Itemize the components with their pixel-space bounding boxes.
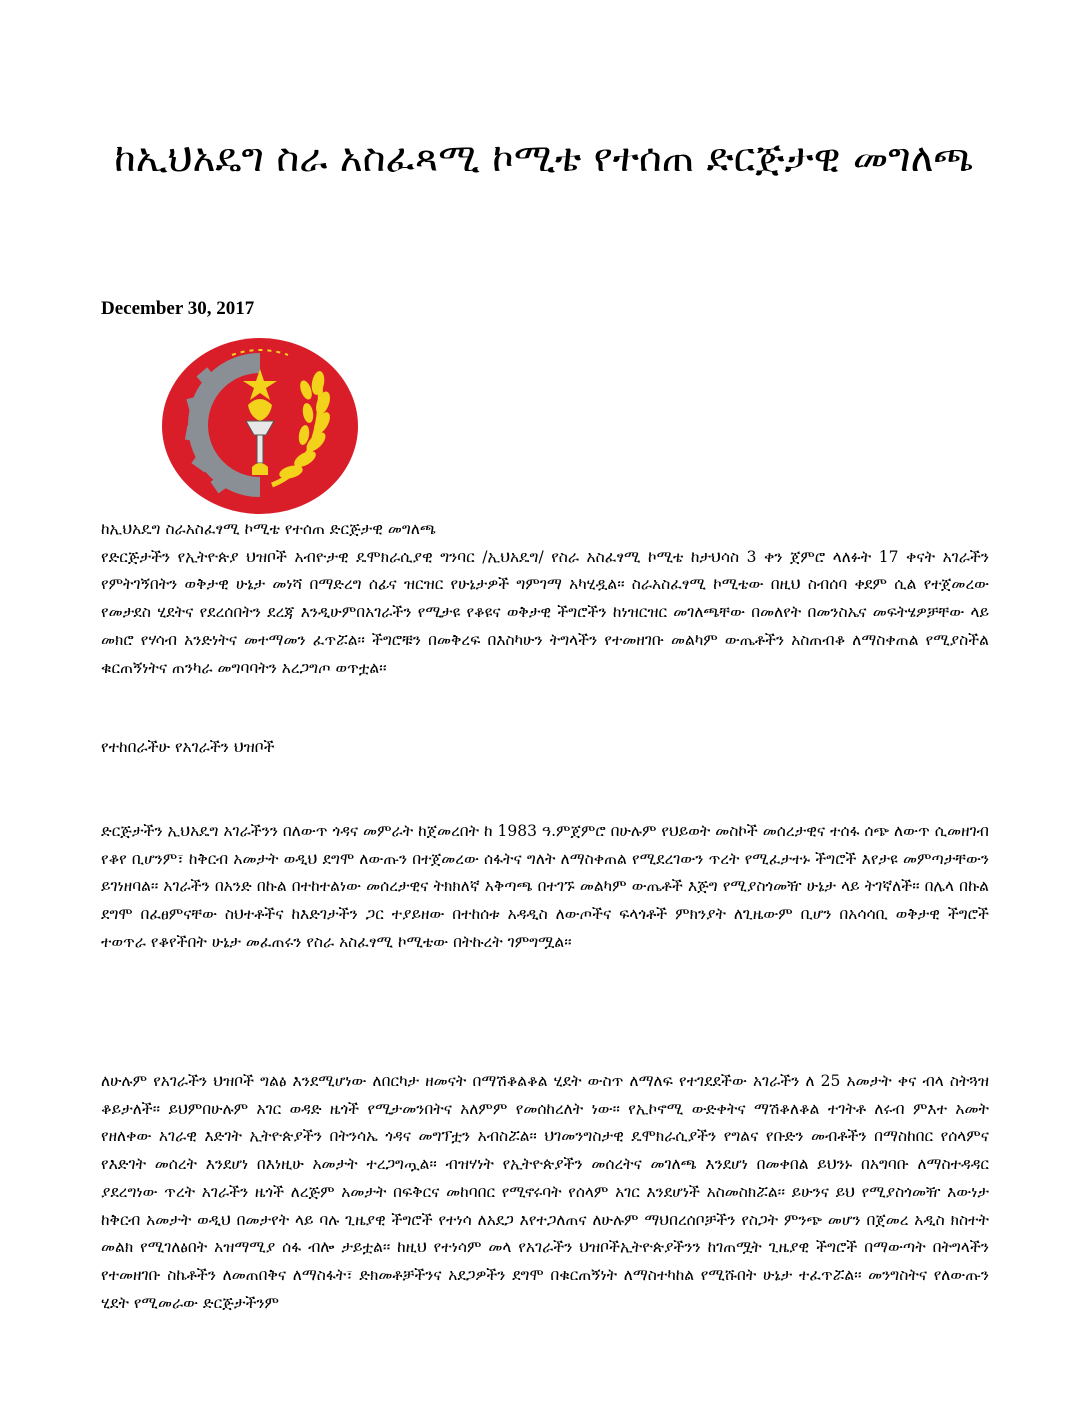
paragraph-2: ድርጅታችን ኢህአዴግ አገራችንን በለውጥ ጎዳና መምራት ከጀመረበት ከ 1983 ዓ.ምጀምሮ በሁሉም የህይወት መስኮች መሰረታዊና ተሰፋ ሰጭ ለውጥ ሲመዘገብ የቆየ ቢሆንም፣ ከቅርብ አመታት ወዲህ ደግሞ ለውጡን በተጀመረው ሰፋትና ግለት ለማስቀጠል የሚደረገውን ጥረት የሚፈታተኑ ችግሮች እየታዩ መምጣታቸውን ይገነዘባል፡፡ አገራችን በአንድ በኩል በተከተልነው መሰረታዊና ትክክለኛ አቅጣጫ በተገኙ መልካም ውጤቶች እጅግ የሚያስጎመዥ ሁኔታ ላይ ትገኛለች፡፡ በሌላ በኩል ደግሞ በፈፀምናቸው ስህተቶችና ከእድገታችን ጋር ተያይዘው በተከሰቱ አዳዲስ ለውጦችና ፍላጎቶች ምክንያት ለጊዜውም ቢሆን በአሳሳቢ ወቅታዊ ችግሮች ተወጥራ የቆየችበት ሁኔታ መፈጠሩን የስራ አስፈፃሚ ኮሚቴው በትኩረት ገምግሟል፡፡ [101,822,989,951]
paragraph-3: ለሁሉም የአገራችን ህዝቦች ግልፅ እንደሚሆነው ለበርካታ ዘመናት በማሽቆልቆል ሂደት ውስጥ ለማለፍ የተገደደችው አገራችን ለ 25 አመታት ቀና ብላ ስትጓዝ ቆይታለች፡፡ ይህምበሁሉም አገር ወዳድ ዜጎች የሚታመንበትና አለምም የመሰከረለት ነው፡፡ የኢኮኖሚ ውድቀትና ማሽቆለቆል ተገትቶ ለሩብ ምእተ አመት የዘለቀው አገራዊ እድገት ኢትዮጵያችን በትንሳኤ ጎዳና መግፕቷን አብስሯል፡፡ ህገመንግስታዊ ዴሞክራሲያችን የግልና የቡድን መብቶችን በማስከበር የሰላምና የእድገት መሰረት እንደሆነ በእነዚሁ አመታት ተረጋግጧል፡፡ ብዝሃነት የኢትዮጵያችን መሰረትና መገለጫ እንደሆነ በመቀበል ይህንኑ በአግባቡ ለማስተዳዳር ያደረግነው ጥረት አገራችን ዜጎች ለረጅም አመታት በፍቅርና መከባበር የሚኖሩባት የሰላም አገር እንደሆነች አስመስክሯል፡፡ ይሁንና ይህ የሚያስጎመዥ እውነታ ከቅርብ አመታት ወዲህ በመታየት ላይ ባሉ ጊዜያዊ ችግሮች የተነሳ ለአደጋ እየተጋለጠና ለሁሉም ማህበረሰቦቻችን የስጋት ምንጭ መሆን በጀመረ አዲስ ክስተት መልክ የሚገለፅበት አዝማሚያ ሰፋ ብሎ ታይቷል፡፡ ከዚህ የተነሳም መላ የአገራችን ህዝቦችኢትዮጵያችንን ከገጠሟት ጊዜያዊ ችግሮች በማውጣት በትግላችን የተመዘገቡ ስኬቶችን ለመጠበቅና ለማስፋት፣ ድክመቶቻችንና አደጋዎችን ደግሞ በቁርጠኝነት ለማስተካከል የሚሹበት ሁኔታ ተፈጥሯል፡፡ መንግስትና የለውጡን ሂደት የሚመራው ድርጅታችንም [101,1072,989,1312]
intro-paragraph: የድርጅታችን የኢትዮጵያ ህዝቦች አብዮታዊ ዴሞክራሲያዊ ግንባር /ኢህአዴግ/ የስራ አስፈፃሚ ኮሚቴ ከታህሳስ 3 ቀን ጀምሮ ላለፉት 17 ቀናት አገራችን የምትገኝበትን ወቅታዊ ሁኔታ መነሻ በማድረግ ሰፊና ዝርዝር የሁኔታዎች ግምገማ አካሂዷል፡፡ ስራአስፈፃሚ ኮሚቴው በዚህ ስብሰባ ቀደም ሲል የተጀመረው የመታደስ ሂደትና የደረሰበትን ደረጃ እንዲሁምበአገራችን የሚታዩ የቆዩና ወቅታዊ ችግሮችን ከነዝርዝር መገለጫቸው በመለየት በመንስኤና መፍትሄዎቻቸው ላይ መክሮ የሃሳብ አንድነትና መተማመን ፈጥሯል፡፡ ችግሮቹን በመቅረፍ በእስካሁን ትግላችን የተመዘገቡ መልካም ውጤቶችን አስጠብቆ ለማስቀጠል የሚያስችል ቁርጠኝነትና ጠንካራ መግባባትን አረጋግጦ ወጥቷል፡፡ [101,547,989,677]
document-date: December 30, 2017 [101,298,255,319]
document-title: ከኢህአዴግ ስራ አስፈጻሚ ኮሚቴ የተሰጠ ድርጅታዊ መግለጫ [114,136,974,181]
intro-section [101,516,989,682]
intro-heading: ከኢህአዴግ ስራአስፈፃሚ ኮሚቴ የተሰጠ ድርጅታዊ መግለጫ [101,520,436,538]
salutation: የተከበራችሁ የአገራችን ህዝቦች [101,738,275,756]
eprdf-emblem-icon [160,335,360,517]
